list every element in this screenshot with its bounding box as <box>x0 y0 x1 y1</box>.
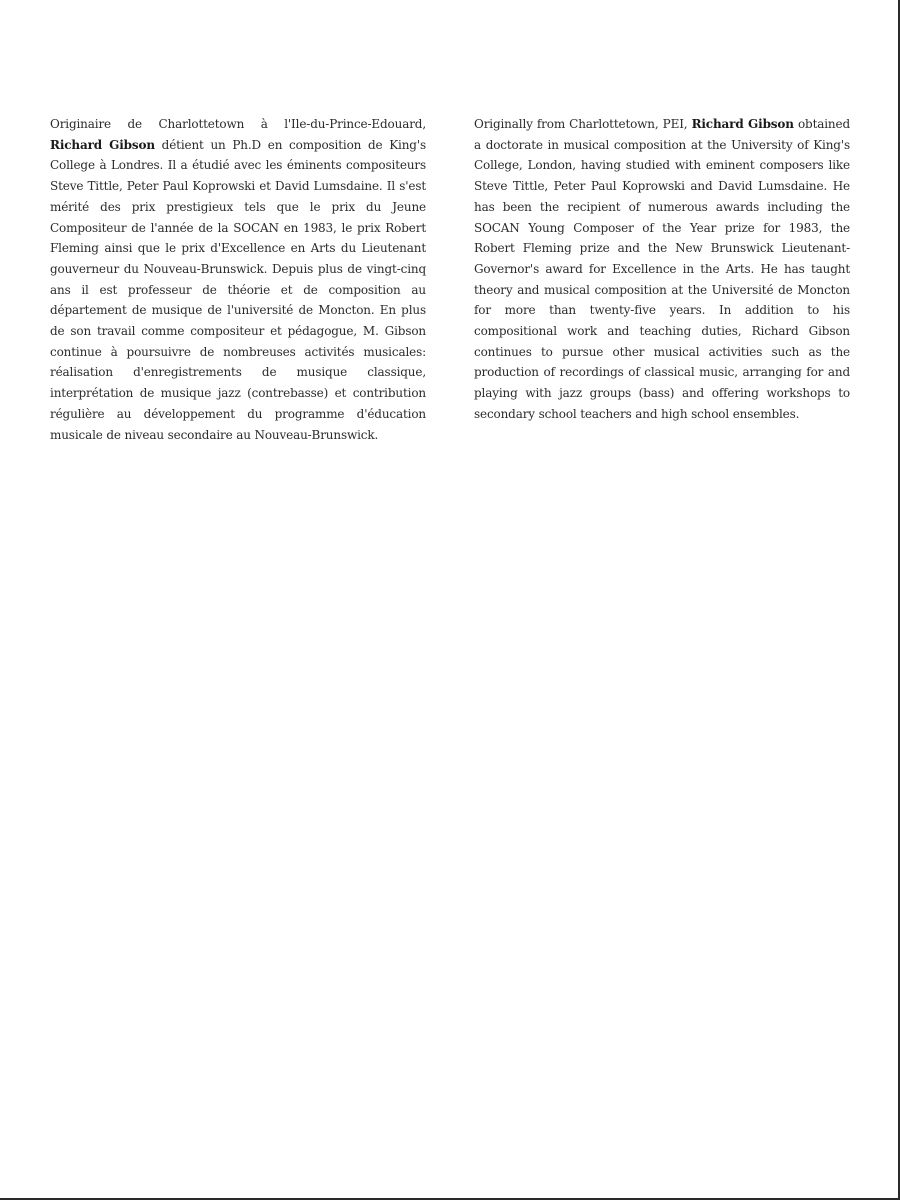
bio-fr-body: détient un Ph.D en composition de King's College à Londres. Il a étudié avec les éminents compositeurs Steve Tittle, Peter Paul Koprowski et David Lumsdaine. Il s'est mérité des prix prestigieux tels que le prix du Jeune Compositeur de l'année de la SOCAN en 1983, le prix Robert Fleming ainsi que le prix d'Excellence en Arts du Lieutenant gouverneur du Nouveau-Brunswick. Depuis plus de vingt-cinq ans il est professeur de théorie et de composition au département de musique de l'université de Moncton. En plus de son travail comme compositeur et pédagogue, M. Gibson continue à poursuivre de nombreuses activités musicales: réalisation d'enregistrements de musique classique, interprétation de musique jazz (contrebasse) et contribution régulière au développement du programme d'éducation musicale de niveau secondaire au Nouveau-Brunswick. <box>50 137 427 442</box>
bio-fr-name: Richard Gibson <box>50 137 155 152</box>
bio-en-body: obtained a doctorate in musical composition at the University of King's College, London, having studied with eminent composers like Steve Tittle, Peter Paul Koprowski and David Lumsdaine. He has been the recipient of numerous awards including the SOCAN Young Composer of the Year prize for 1983, the Robert Fleming prize and the New Brunswick Lieutenant-Governor's award for Excellence in the Arts. He has taught theory and musical composition at the Université de Moncton for more than twenty-five years. In addition to his compositional work and teaching duties, Richard Gibson continues to pursue other musical activities such as the production of recordings of classical music, arranging for and playing with jazz groups (bass) and offering workshops to secondary school teachers and high school ensembles. <box>474 117 850 421</box>
bio-en-intro: Originally from Charlottetown, PEI, <box>474 117 692 131</box>
bio-english-paragraph <box>474 114 850 425</box>
bio-french-paragraph <box>50 114 426 445</box>
bio-fr-intro: Originaire de Charlottetown à l'Ile-du-Prince-Edouard, <box>50 117 426 131</box>
bio-en-name: Richard Gibson <box>691 117 794 131</box>
